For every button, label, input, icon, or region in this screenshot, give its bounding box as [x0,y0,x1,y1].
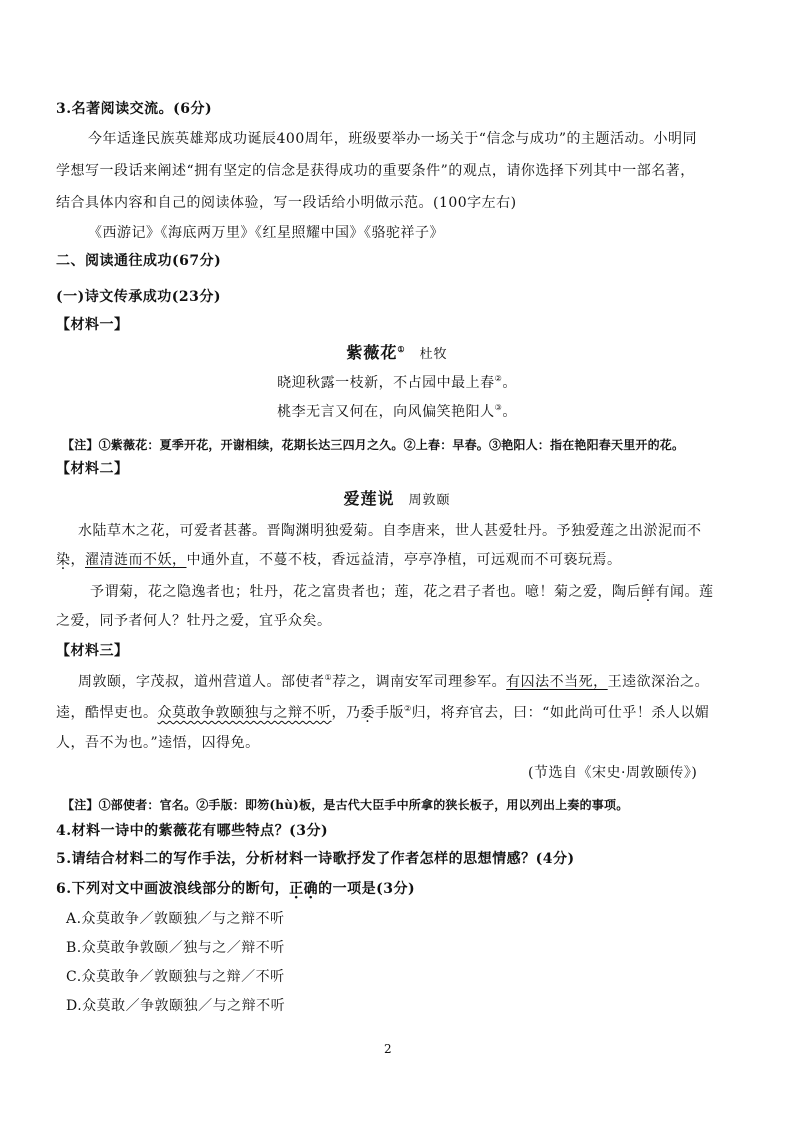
biography-line: 周敦颐，字茂叔，道州营道人。部使者①荐之，调南安军司理参军。有囚法不当死，王逵欲深治之。 [78,673,710,690]
poem-title: 紫薇花① 杜牧 [346,343,448,362]
subsection-heading: (一)诗文传承成功(23分) [56,289,221,305]
essay-author: 周敦颐 [408,493,451,508]
poem-line: 晓迎秋露一枝新，不占园中最上春②。 [277,374,517,391]
biography-line: 逵，酷悍吏也。众莫敢争敦颐独与之辩不听，乃委手版②归，将弃官去，曰：“如此尚可仕乎！杀人以媚 [56,704,710,721]
page-number: 2 [384,1042,393,1056]
material-label: 【材料二】 [56,461,129,477]
option-a: A.众莫敢争／敦颐独／与之辩不听 [66,911,285,927]
q3-heading: 3.名著阅读交流。(6分) [56,101,213,117]
option-d: D.众莫敢／争敦颐独／与之辩不听 [66,998,286,1014]
biography-line: 人，吾不为也。”逵悟，囚得免。 [56,735,260,751]
q3-para-line: 结合具体内容和自己的阅读体验，写一段话给小明做示范。(100字左右) [56,195,517,211]
essay-title: 爱莲说 周敦颐 [343,489,451,508]
biography-note: 【注】①部使者：官名。②手版：即笏(hù)板，是古代大臣手中所拿的狭长板子，用以列出上奏的事项。 [62,798,629,812]
underlined-phrase: 有囚法不当死， [506,674,608,690]
option-c: C.众莫敢争／敦颐独与之辩／不听 [66,969,285,985]
essay-line: 染，濯清涟而不妖，中通外直，不蔓不枝，香远益清，亭亭净植，可远观而不可亵玩焉。 [56,552,622,568]
material-label: 【材料一】 [56,317,129,333]
poem-author: 杜牧 [419,347,448,362]
q3-para-line: 今年适逢民族英雄郑成功诞辰400周年，班级要举办一场关于“信念与成功”的主题活动。小明同 [88,131,698,147]
material-label: 【材料三】 [56,643,129,659]
question-6: 6.下列对文中画波浪线部分的断句，正确的一项是(3分) [56,881,416,897]
section-heading: 二、阅读通往成功(67分) [56,253,222,269]
essay-line: 之爱，同予者何人？牡丹之爱，宜乎众矣。 [56,613,332,629]
option-b: B.众莫敢争敦颐／独与之／辩不听 [66,940,285,956]
underlined-phrase: 濯清涟而不妖， [85,552,187,568]
q3-para-line: 学想写一段话来阐述“拥有坚定的信念是获得成功的重要条件”的观点，请你选择下列其中一部名著， [56,163,695,179]
question-5: 5.请结合材料二的写作手法，分析材料一诗歌抒发了作者怎样的思想情感？(4分) [56,851,575,867]
q3-book-list: 《西游记》《海底两万里》《红星照耀中国》《骆驼祥子》 [88,225,444,241]
poem-note: 【注】①紫薇花：夏季开花，开谢相续，花期长达三四月之久。②上春：早春。③艳阳人：指在艳阳春天里开的花。 [62,438,685,452]
essay-line: 予谓菊，花之隐逸者也；牡丹，花之富贵者也；莲，花之君子者也。噫！菊之爱，陶后鲜有闻。莲 [90,584,714,600]
essay-line: 水陆草木之花，可爱者甚蕃。晋陶渊明独爱菊。自李唐来，世人甚爱牡丹。予独爱莲之出淤泥而不 [78,523,702,539]
poem-line: 桃李无言又何在，向风偏笑艳阳人③。 [277,403,517,420]
source-citation: (节选自《宋史·周敦颐传》) [528,765,698,781]
wavy-underlined-phrase: 众莫敢争敦颐独与之辩不听 [157,705,332,721]
question-4: 4.材料一诗中的紫薇花有哪些特点？(3分) [56,823,329,839]
